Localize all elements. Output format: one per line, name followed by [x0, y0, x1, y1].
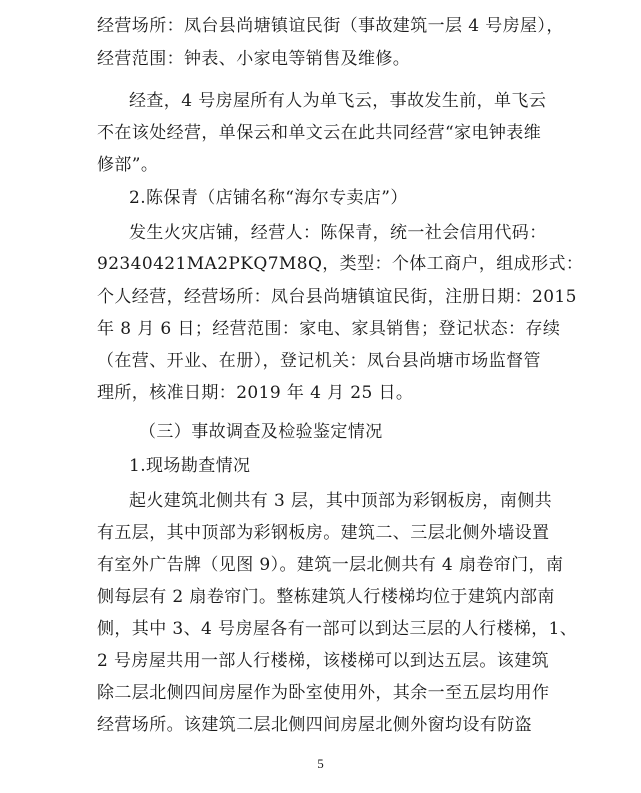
text-line: 有室外广告牌（见图 9）。建筑一层北侧共有 4 扇卷帘门，南: [97, 555, 564, 575]
text-line: 发生火灾店铺，经营人：陈保青，统一社会信用代码：: [129, 223, 547, 243]
section-heading: 2.陈保青（店铺名称“海尔专卖店”）: [129, 188, 408, 208]
text-line: （在营、开业、在册），登记机关：凤台县尚塘市场监督管: [97, 351, 541, 371]
text-line: 经营场所：凤台县尚塘镇谊民街（事故建筑一层 4 号房屋），: [97, 16, 564, 36]
text-line: 理所，核准日期：2019 年 4 月 25 日。: [97, 383, 414, 403]
text-line: 有五层，其中顶部为彩钢板房。建筑二、三层北侧外墙设置: [97, 523, 550, 543]
text-line: 经查，4 号房屋所有人为单飞云，事故发生前，单飞云: [129, 91, 547, 111]
text-line: 起火建筑北侧共有 3 层，其中顶部为彩钢板房，南侧共: [129, 491, 553, 511]
page-number: 5: [317, 756, 324, 771]
text-line: 2 号房屋共用一部人行楼梯，该楼梯可以到达五层。该建筑: [97, 651, 550, 671]
text-line: 经营场所。该建筑二层北侧四间房屋北侧外窗均设有防盗: [97, 715, 532, 735]
text-line: 个人经营，经营场所：凤台县尚塘镇谊民街，注册日期：2015: [97, 287, 577, 307]
text-line: 年 8 月 6 日；经营范围：家电、家具销售；登记状态：存续: [97, 319, 561, 339]
text-line: 修部”。: [97, 155, 159, 175]
text-line: 92340421MA2PKQ7M8Q，类型：个体工商户，组成形式：: [97, 254, 584, 274]
text-line: 除二层北侧四间房屋作为卧室使用外，其余一至五层均用作: [97, 683, 550, 703]
text-line: 侧，其中 3、4 号房屋各有一部可以到达三层的人行楼梯，1、: [97, 619, 578, 639]
section-heading: （三）事故调查及检验鉴定情况: [139, 422, 383, 442]
sub-heading: 1.现场勘查情况: [129, 456, 251, 476]
text-line: 侧每层有 2 扇卷帘门。整栋建筑人行楼梯均位于建筑内部南: [97, 587, 555, 607]
text-line: 不在该处经营，单保云和单文云在此共同经营“家电钟表维: [97, 123, 542, 143]
text-line: 经营范围：钟表、小家电等销售及维修。: [97, 49, 411, 69]
